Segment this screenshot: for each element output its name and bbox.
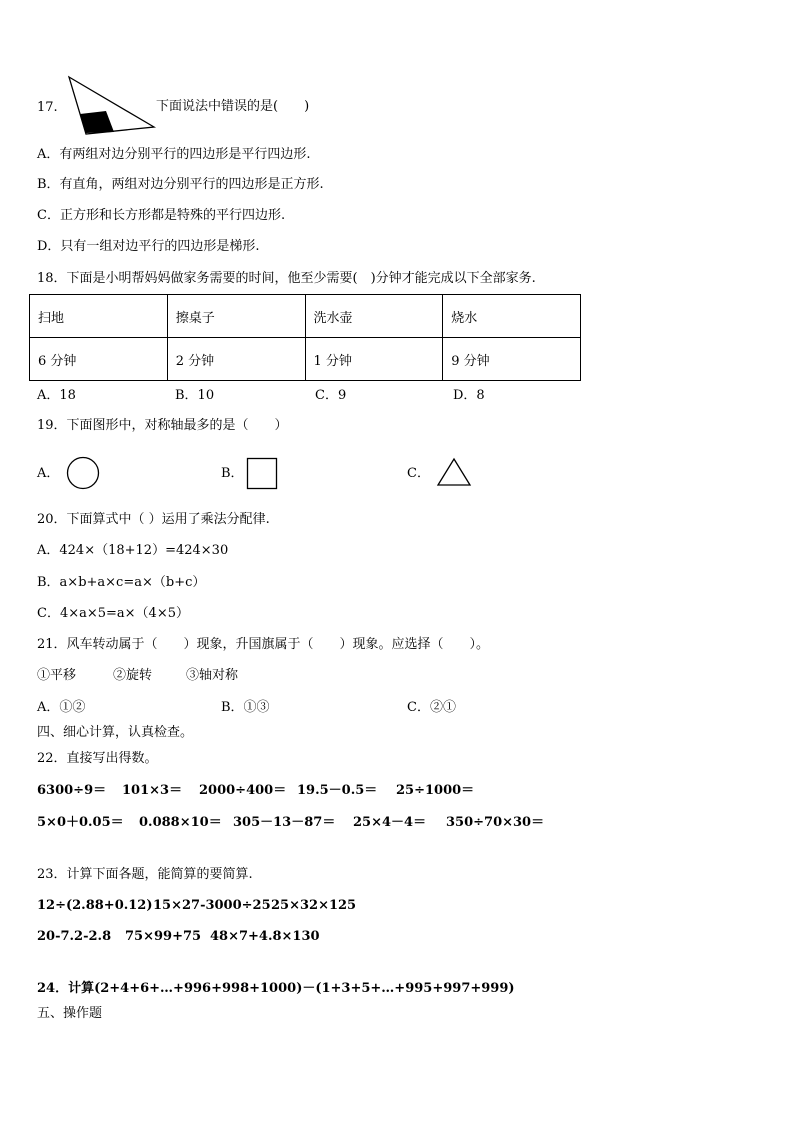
square-icon: [246, 457, 278, 491]
q19-option-b: B．: [221, 466, 244, 481]
table-cell: 9 分钟: [443, 338, 581, 381]
q21-choice-1: ①平移: [37, 668, 77, 683]
q21-choice-2: ②旋转: [113, 668, 153, 683]
table-cell: 洗水壶: [305, 295, 443, 338]
q17-option-b: B．有直角，两组对边分别平行的四边形是正方形.: [37, 177, 324, 192]
table-cell: 烧水: [443, 295, 581, 338]
q22-item: 0.088×10＝: [139, 815, 222, 830]
q22-item: 25×4－4＝: [353, 815, 427, 830]
section-4-title: 四、细心计算，认真检查。: [37, 725, 194, 740]
q22-item: 305－13－87＝: [233, 815, 336, 830]
q22-item: 2000÷400＝: [199, 783, 287, 798]
q17-stem: 下面说法中错误的是( ): [156, 99, 310, 114]
q18-option-c: C．9: [315, 388, 347, 403]
q22-item: 19.5－0.5＝: [297, 783, 378, 798]
q20-stem: 20．下面算式中（ ）运用了乘法分配律.: [37, 512, 270, 527]
table-row: [30, 338, 581, 381]
q19-stem: 19．下面图形中，对称轴最多的是（ ）: [37, 418, 288, 433]
q19-option-c: C．: [407, 466, 430, 481]
q23-item: 25×32×125: [271, 898, 357, 913]
q22-item: 25÷1000＝: [396, 783, 475, 798]
table-cell: 2 分钟: [167, 338, 305, 381]
q23-item: 12÷(2.88+0.12): [37, 898, 153, 913]
q23-item: 48×7+4.8×130: [210, 929, 320, 944]
q21-choice-3: ③轴对称: [186, 668, 239, 683]
q18-option-b: B．10: [175, 388, 215, 403]
table-cell: 1 分钟: [305, 338, 443, 381]
chores-table: [29, 294, 581, 381]
q20-option-c: C．4×a×5=a×（4×5）: [37, 606, 189, 621]
q24-stem: 24．计算(2+4+6+…+996+998+1000)－(1+3+5+…+995+997+999): [37, 981, 515, 996]
q23-stem: 23．计算下面各题，能简算的要简算.: [37, 867, 253, 882]
q22-item: 350÷70×30＝: [446, 815, 545, 830]
q21-option-b: B．①③: [221, 700, 270, 715]
q19-option-a: A．: [37, 466, 60, 481]
table-cell: 扫地: [30, 295, 168, 338]
table-cell: 6 分钟: [30, 338, 168, 381]
q22-item: 6300÷9＝: [37, 783, 107, 798]
q17-number: 17.: [37, 100, 58, 115]
q20-option-a: A．424×（18+12）=424×30: [37, 543, 229, 558]
circle-icon: [66, 456, 100, 490]
q21-stem: 21．风车转动属于（ ）现象，升国旗属于（ ）现象。应选择（ ）。: [37, 637, 490, 652]
q18-option-a: A．18: [37, 388, 76, 403]
q23-item: 15×27-3000÷25: [153, 898, 271, 913]
q22-item: 101×3＝: [122, 783, 183, 798]
q22-stem: 22．直接写出得数。: [37, 751, 158, 766]
q22-item: 5×0＋0.05＝: [37, 815, 124, 830]
q17-option-c: C．正方形和长方形都是特殊的平行四边形.: [37, 208, 286, 223]
q23-item: 75×99+75: [125, 929, 202, 944]
q21-option-a: A．①②: [37, 700, 86, 715]
q18-option-d: D．8: [453, 388, 485, 403]
triangle-figure-icon: [66, 74, 158, 138]
table-cell: 擦桌子: [167, 295, 305, 338]
table-row: [30, 295, 581, 338]
triangle-icon: [436, 457, 472, 487]
section-5-title: 五、操作题: [37, 1006, 103, 1021]
q20-option-b: B．a×b+a×c=a×（b+c）: [37, 575, 206, 590]
q23-item: 20-7.2-2.8: [37, 929, 112, 944]
q17-option-a: A．有两组对边分别平行的四边形是平行四边形.: [37, 147, 311, 162]
q17-option-d: D．只有一组对边平行的四边形是梯形.: [37, 239, 260, 254]
q21-option-c: C．②①: [407, 700, 456, 715]
q18-stem: 18．下面是小明帮妈妈做家务需要的时间，他至少需要( )分钟才能完成以下全部家务.: [37, 271, 536, 286]
